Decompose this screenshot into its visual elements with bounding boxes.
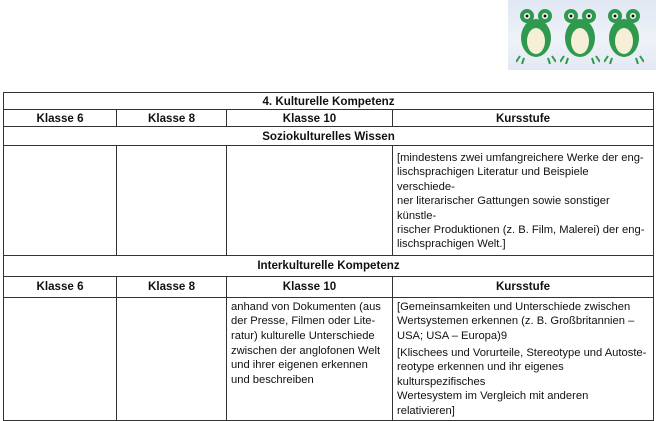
column-header-klasse8: Klasse 8 (117, 110, 227, 127)
text-line: ratur) kulturelle Unterschiede (231, 330, 375, 343)
text-line: rischer Produktionen (z. B. Film, Malerei) der eng- (397, 224, 645, 237)
table-row (4, 297, 654, 420)
text-line: und beschreiben (231, 373, 314, 386)
frog-icon (604, 6, 644, 64)
section-heading-interkulturelle-kompetenz: Interkulturelle Kompetenz (4, 255, 654, 276)
text-line: [Gemeinsamkeiten und Unterschiede zwischen (397, 300, 631, 313)
text-line: ner literarischer Gattungen sowie sonstiger künstle- (397, 195, 610, 222)
text-line: USA; USA – Europa)9 (397, 329, 508, 342)
text-line: anhand von Dokumenten (aus (231, 300, 381, 313)
text-line: [mindestens zwei umfangreichere Werke der eng- (397, 152, 644, 164)
table-row (4, 146, 654, 256)
text-line: reotype erkennen und ihr eigenes kulturspezifisches (397, 361, 564, 388)
text-line: lischsprachigen Literatur und Beispiele verschiede- (397, 166, 589, 193)
cell-klasse10 (227, 146, 393, 256)
column-header-kursstufe: Kursstufe (393, 276, 654, 297)
column-header-klasse10: Klasse 10 (227, 110, 393, 127)
cell-klasse8 (117, 146, 227, 256)
cell-klasse8 (117, 297, 227, 420)
text-line: zwischen der anglofonen Welt (231, 344, 381, 357)
frog-icon (560, 6, 600, 64)
cell-kursstufe (393, 297, 654, 420)
table-title: 4. Kulturelle Kompetenz (4, 93, 654, 110)
column-header-klasse6: Klasse 6 (4, 110, 117, 127)
section-heading-row (4, 127, 654, 146)
column-header-kursstufe: Kursstufe (393, 110, 654, 127)
cell-klasse6 (4, 297, 117, 420)
column-header-row (4, 276, 654, 297)
text-line: der Presse, Filmen oder Lite- (231, 315, 376, 328)
text-line: und ihrer eigenen erkennen (231, 359, 368, 372)
column-header-klasse8: Klasse 8 (117, 276, 227, 297)
cell-kursstufe (393, 146, 654, 256)
frog-header-image (508, 0, 656, 70)
section-heading-soziokulturelles-wissen: Soziokulturelles Wissen (4, 127, 654, 146)
competence-document (3, 92, 653, 421)
competence-table (3, 92, 654, 421)
text-line: Wertesystem im Vergleich mit anderen relativieren] (397, 390, 589, 417)
text-line: Wertsystemen erkennen (z. B. Großbritannien – (397, 315, 635, 328)
column-header-klasse10: Klasse 10 (227, 276, 393, 297)
column-header-row (4, 110, 654, 127)
text-line: [Klischees und Vorurteile, Stereotype und Autoste- (397, 347, 647, 360)
cell-klasse10 (227, 297, 393, 420)
table-title-row (4, 93, 654, 110)
column-header-klasse6: Klasse 6 (4, 276, 117, 297)
text-line: lischsprachigen Welt.] (397, 238, 506, 251)
cell-klasse6 (4, 146, 117, 256)
frog-icon (516, 6, 556, 64)
section-heading-row (4, 255, 654, 276)
